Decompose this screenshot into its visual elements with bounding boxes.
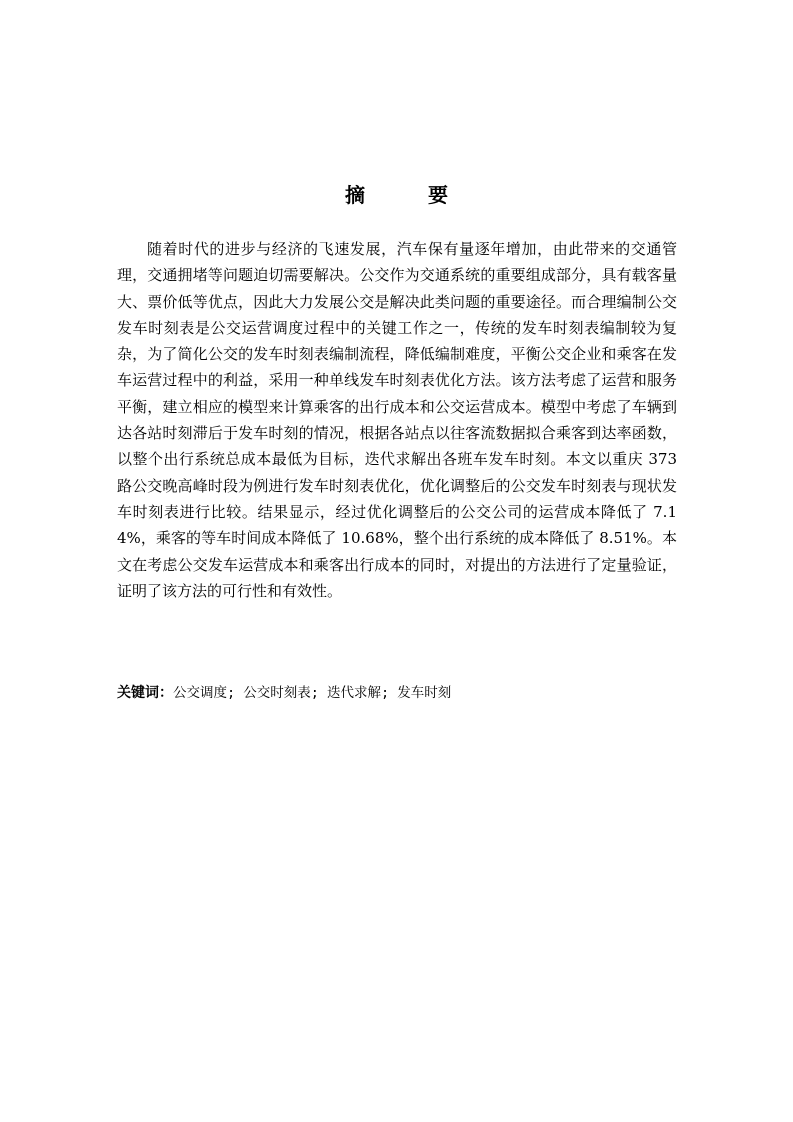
keywords-label: 关键词： bbox=[117, 685, 173, 701]
keywords-text: 公交调度; 公交时刻表; 迭代求解; 发车时刻 bbox=[173, 685, 452, 701]
abstract-title: 摘 要 bbox=[345, 183, 476, 207]
keywords-line bbox=[117, 681, 677, 705]
abstract-body: 随着时代的进步与经济的飞速发展，汽车保有量逐年增加，由此带来的交通管理，交通拥堵等问题迫切需要解决。公交作为交通系统的重要组成部分，具有载客量大、票价低等优点，因此大力发展公交是解决此类问题的重要途径。而合理编制公交发车时刻表是公交运营调度过程中的关键工作之一，传统的发车时刻表编制较为复杂，为了简化公交的发车时刻表编制流程，降低编制难度，平衡公交企业和乘客在发车运营过程中的利益，采用一种单线发车时刻表优化方法。该方法考虑了运营和服务平衡，建立相应的模型来计算乘客的出行成本和公交运营成本。模型中考虑了车辆到达各站时刻滞后于发车时刻的情况，根据各站点以往客流数据拟合乘客到达率函数，以整个出行系统总成本最低为目标，迭代求解出各班车发车时刻。本文以重庆 373 路公交晚高峰时段为例进行发车时刻表优化，优化调整后的公交发车时刻表与现状发车时刻表进行比较。结果显示，经过优化调整后的公交公司的运营成本降低了 7.14%，乘客的等车时间成本降低了 10.68%，整个出行系统的成本降低了 8.51%。本文在考虑公交发车运营成本和乘客出行成本的同时，对提出的方法进行了定量验证，证明了该方法的可行性和有效性。 bbox=[117, 240, 677, 600]
